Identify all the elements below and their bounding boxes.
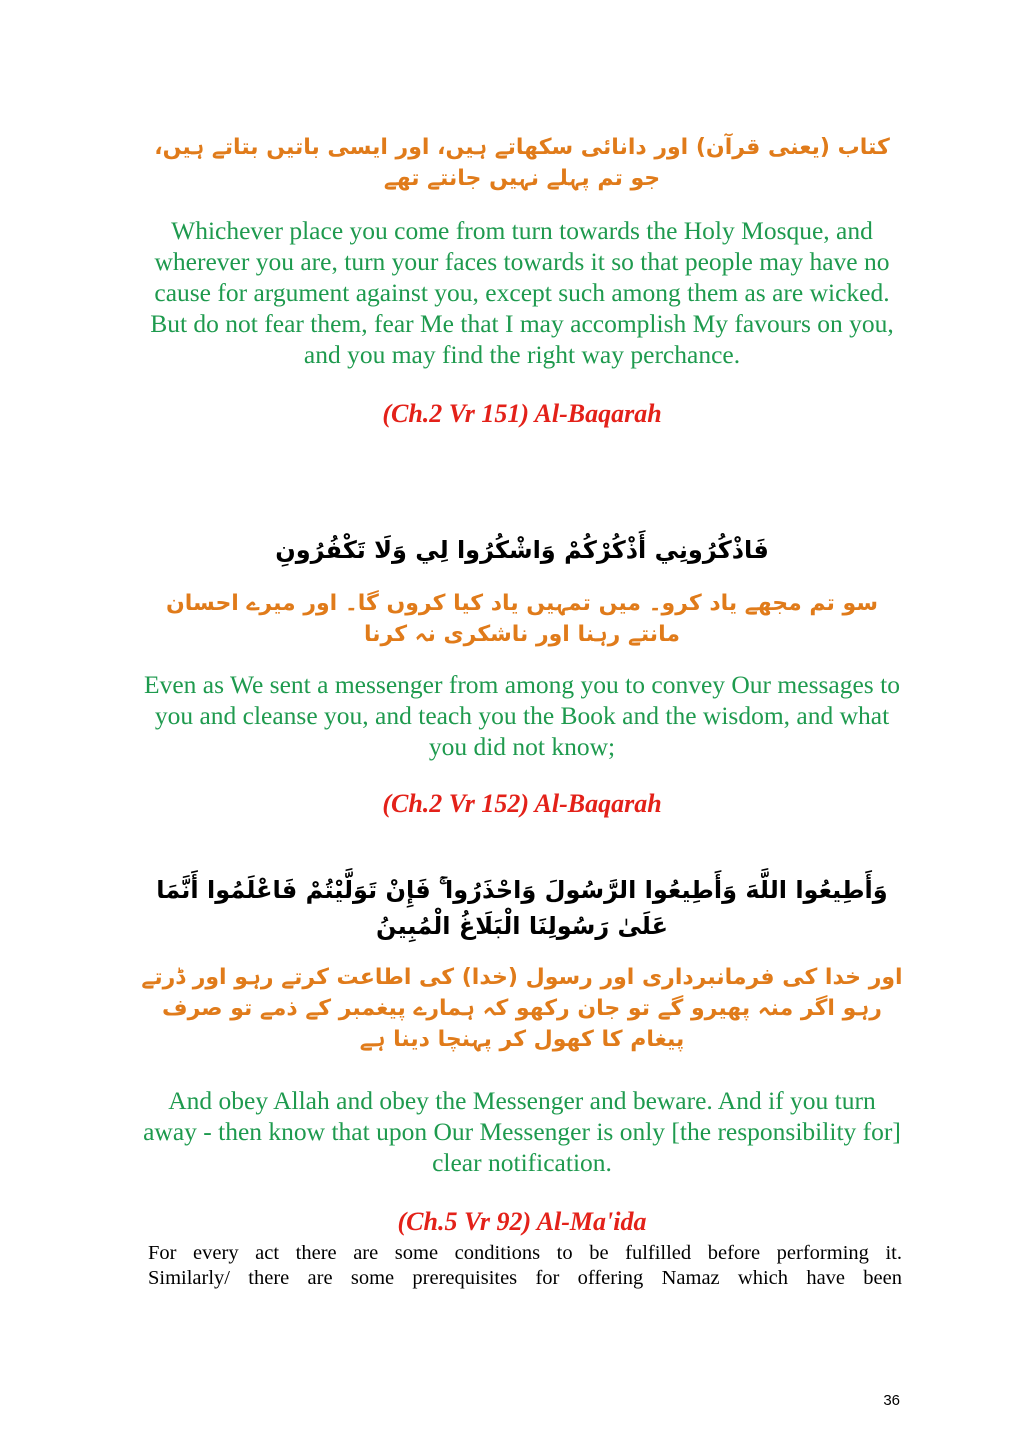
arabic-verse: وَأَطِيعُوا اللَّهَ وَأَطِيعُوا الرَّسُولَ وَاحْذَرُوا ۚ فَإِنْ تَوَلَّيْتُمْ فَاعْلَمُوا أَنَّمَا عَلَىٰ رَسُولِنَا الْبَلَاغُ الْمُبِينُ <box>156 876 888 940</box>
body-text-line: For every act there are some conditions to be fulfilled before performing it. <box>148 1242 902 1264</box>
page-number: 36 <box>883 1392 900 1409</box>
english-translation: And obey Allah and obey the Messenger and beware. And if you turn away - then know that upon Our Messenger is only [the responsibility for] clear notification. <box>143 1086 901 1177</box>
english-translation: Whichever place you come from turn towards the Holy Mosque, and wherever you are, turn your faces towards it so that people may have no cause for argument against you, except such among them as are wicked. But do not fear them, fear Me that I may accomplish My favours on you, and you may find the right way perchance. <box>150 216 894 369</box>
verse-reference: (Ch.2 Vr 151) Al-Baqarah <box>382 399 662 428</box>
english-translation: Even as We sent a messenger from among you to convey Our messages to you and cleanse you, and teach you the Book and the wisdom, and what you did not know; <box>144 670 900 761</box>
arabic-verse: فَاذْكُرُونِي أَذْكُرْكُمْ وَاشْكُرُوا لِي وَلَا تَكْفُرُونِ <box>275 536 769 564</box>
urdu-translation: اور خدا کی فرمانبرداری اور رسول (خدا) کی اطاعت کرتے رہو اور ڈرتے رہو اگر منہ پھیرو گے تو جان رکھو کہ ہمارے پیغمبر کے ذمے تو صرف پیغام کا کھول کر پہنچا دینا ہے <box>141 965 903 1052</box>
verse-reference: (Ch.2 Vr 152) Al-Baqarah <box>382 789 662 818</box>
body-text-line: Similarly/ there are some prerequisites for offering Namaz which have been <box>148 1267 902 1289</box>
urdu-translation: کتاب (یعنی قرآن) اور دانائی سکھاتے ہیں، اور ایسی باتیں بتاتے ہیں، جو تم پہلے نہیں جانتے تھے <box>154 135 890 191</box>
verse-reference: (Ch.5 Vr 92) Al-Ma'ida <box>397 1207 647 1236</box>
urdu-translation: سو تم مجھے یاد کرو۔ میں تمہیں یاد کیا کروں گا۔ اور میرے احسان مانتے رہنا اور ناشکری نہ کرنا <box>166 591 878 647</box>
body-paragraph <box>148 1241 902 1291</box>
